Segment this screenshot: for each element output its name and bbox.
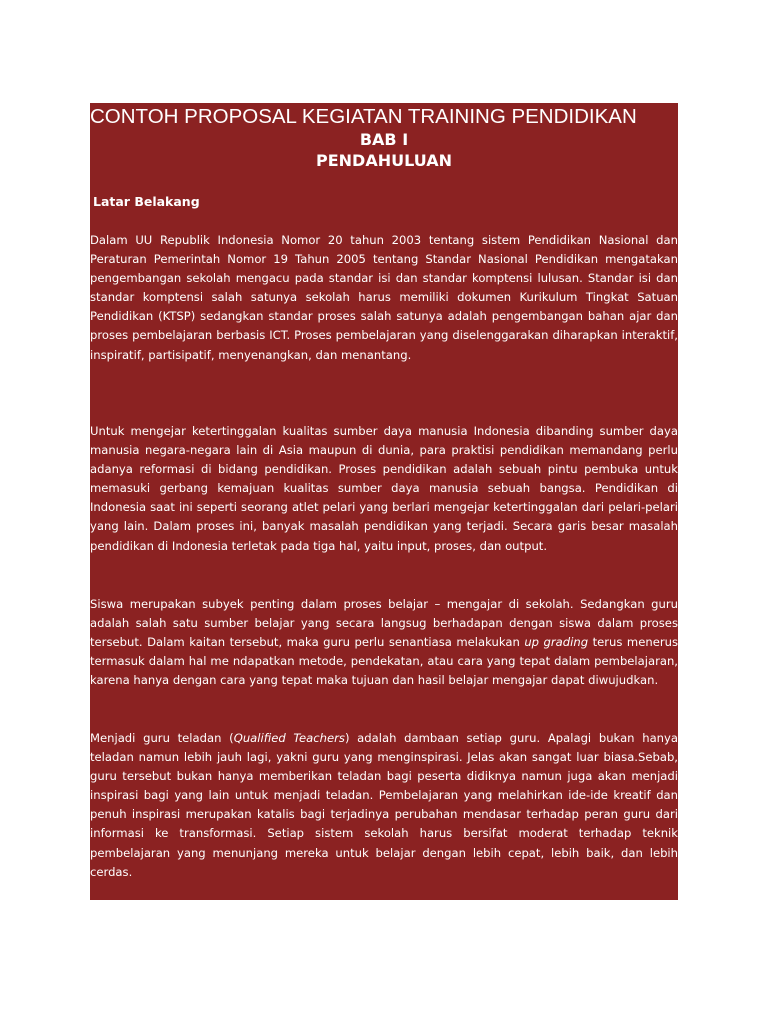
document-title: CONTOH PROPOSAL KEGIATAN TRAINING PENDIDIKAN (90, 105, 637, 128)
paragraph-3-text-after: terus menerus termasuk dalam hal me ndapatkan metode, pendekatan, atau cara yang tepat dalam pembelajaran, karena hanya dengan cara yang tepat maka tujuan dan hasil belajar mengajar dapat diwujudkan. (90, 635, 678, 688)
chapter-title: PENDAHULUAN (316, 151, 452, 170)
paragraph-4-text-before: Menjadi guru teladan ( (90, 731, 234, 745)
paragraph-4-emphasis: Qualified Teachers (233, 731, 345, 745)
paragraph-1: Dalam UU Republik Indonesia Nomor 20 tahun 2003 tentang sistem Pendidikan Nasional dan Peraturan Pemerintah Nomor 19 Tahun 2005 tentang Standar Nasional Pendidikan mengatakan pengembangan sekolah mengacu pada standar isi dan standar komptensi lulusan. Standar isi dan standar komptensi salah satunya sekolah harus memiliki dokumen Kurikulum Tingkat Satuan Pendidikan (KTSP) sedangkan standar proses salah satunya adalah pengembangan bahan ajar dan proses pembelajaran berbasis ICT. Proses pembelajaran yang diselenggarakan diharapkan interaktif, inspiratif, partisipatif, menyenangkan, dan menantang. (90, 233, 678, 362)
paragraph-4 (90, 729, 678, 882)
paragraph-4-text-after: ) adalah dambaan setiap guru. Apalagi bukan hanya teladan namun lebih jauh lagi, yakni guru yang menginspirasi. Jelas akan sangat luar biasa.Sebab, guru tersebut bukan hanya memberikan teladan bagi peserta didiknya namun juga akan menjadi inspirasi bagi yang lain untuk menjadi teladan. Pembelajaran yang melahirkan ide-ide kreatif dan penuh inspirasi merupakan katalis bagi terjadinya perubahan mendasar terhadap peran guru dari informasi ke transformasi. Setiap sistem sekolah harus bersifat moderat terhadap teknik pembelajaran yang menunjang mereka untuk belajar dengan lebih cepat, lebih baik, dan lebih cerdas. (90, 731, 678, 879)
paragraph-2: Untuk mengejar ketertinggalan kualitas sumber daya manusia Indonesia dibanding sumber daya manusia negara-negara lain di Asia maupun di dunia, para praktisi pendidikan memandang perlu adanya reformasi di bidang pendidikan. Proses pendidikan adalah sebuah pintu pembuka untuk memasuki gerbang kemajuan kualitas sumber daya manusia sebuah bangsa. Pendidikan di Indonesia saat ini seperti seorang atlet pelari yang berlari mengejar ketertinggalan dari pelari-pelari yang lain. Dalam proses ini, banyak masalah pendidikan yang terjadi. Secara garis besar masalah pendidikan di Indonesia terletak pada tiga hal, yaitu input, proses, dan output. (90, 424, 678, 553)
section-label: Latar Belakang (93, 194, 200, 209)
paragraph-3-emphasis: up grading (524, 635, 589, 650)
paragraph-3-text-before: Siswa merupakan subyek penting dalam proses belajar – mengajar di sekolah. Sedangkan guru adalah salah satu sumber belajar yang secara langsug berhadapan dengan siswa dalam proses tersebut. Dalam kaitan tersebut, maka guru perlu senantiasa melakukan (90, 597, 678, 650)
section-heading (67, 194, 200, 210)
paragraph-3 (90, 595, 678, 690)
chapter-number: BAB I (359, 130, 409, 149)
section-letter: A. (67, 194, 82, 209)
